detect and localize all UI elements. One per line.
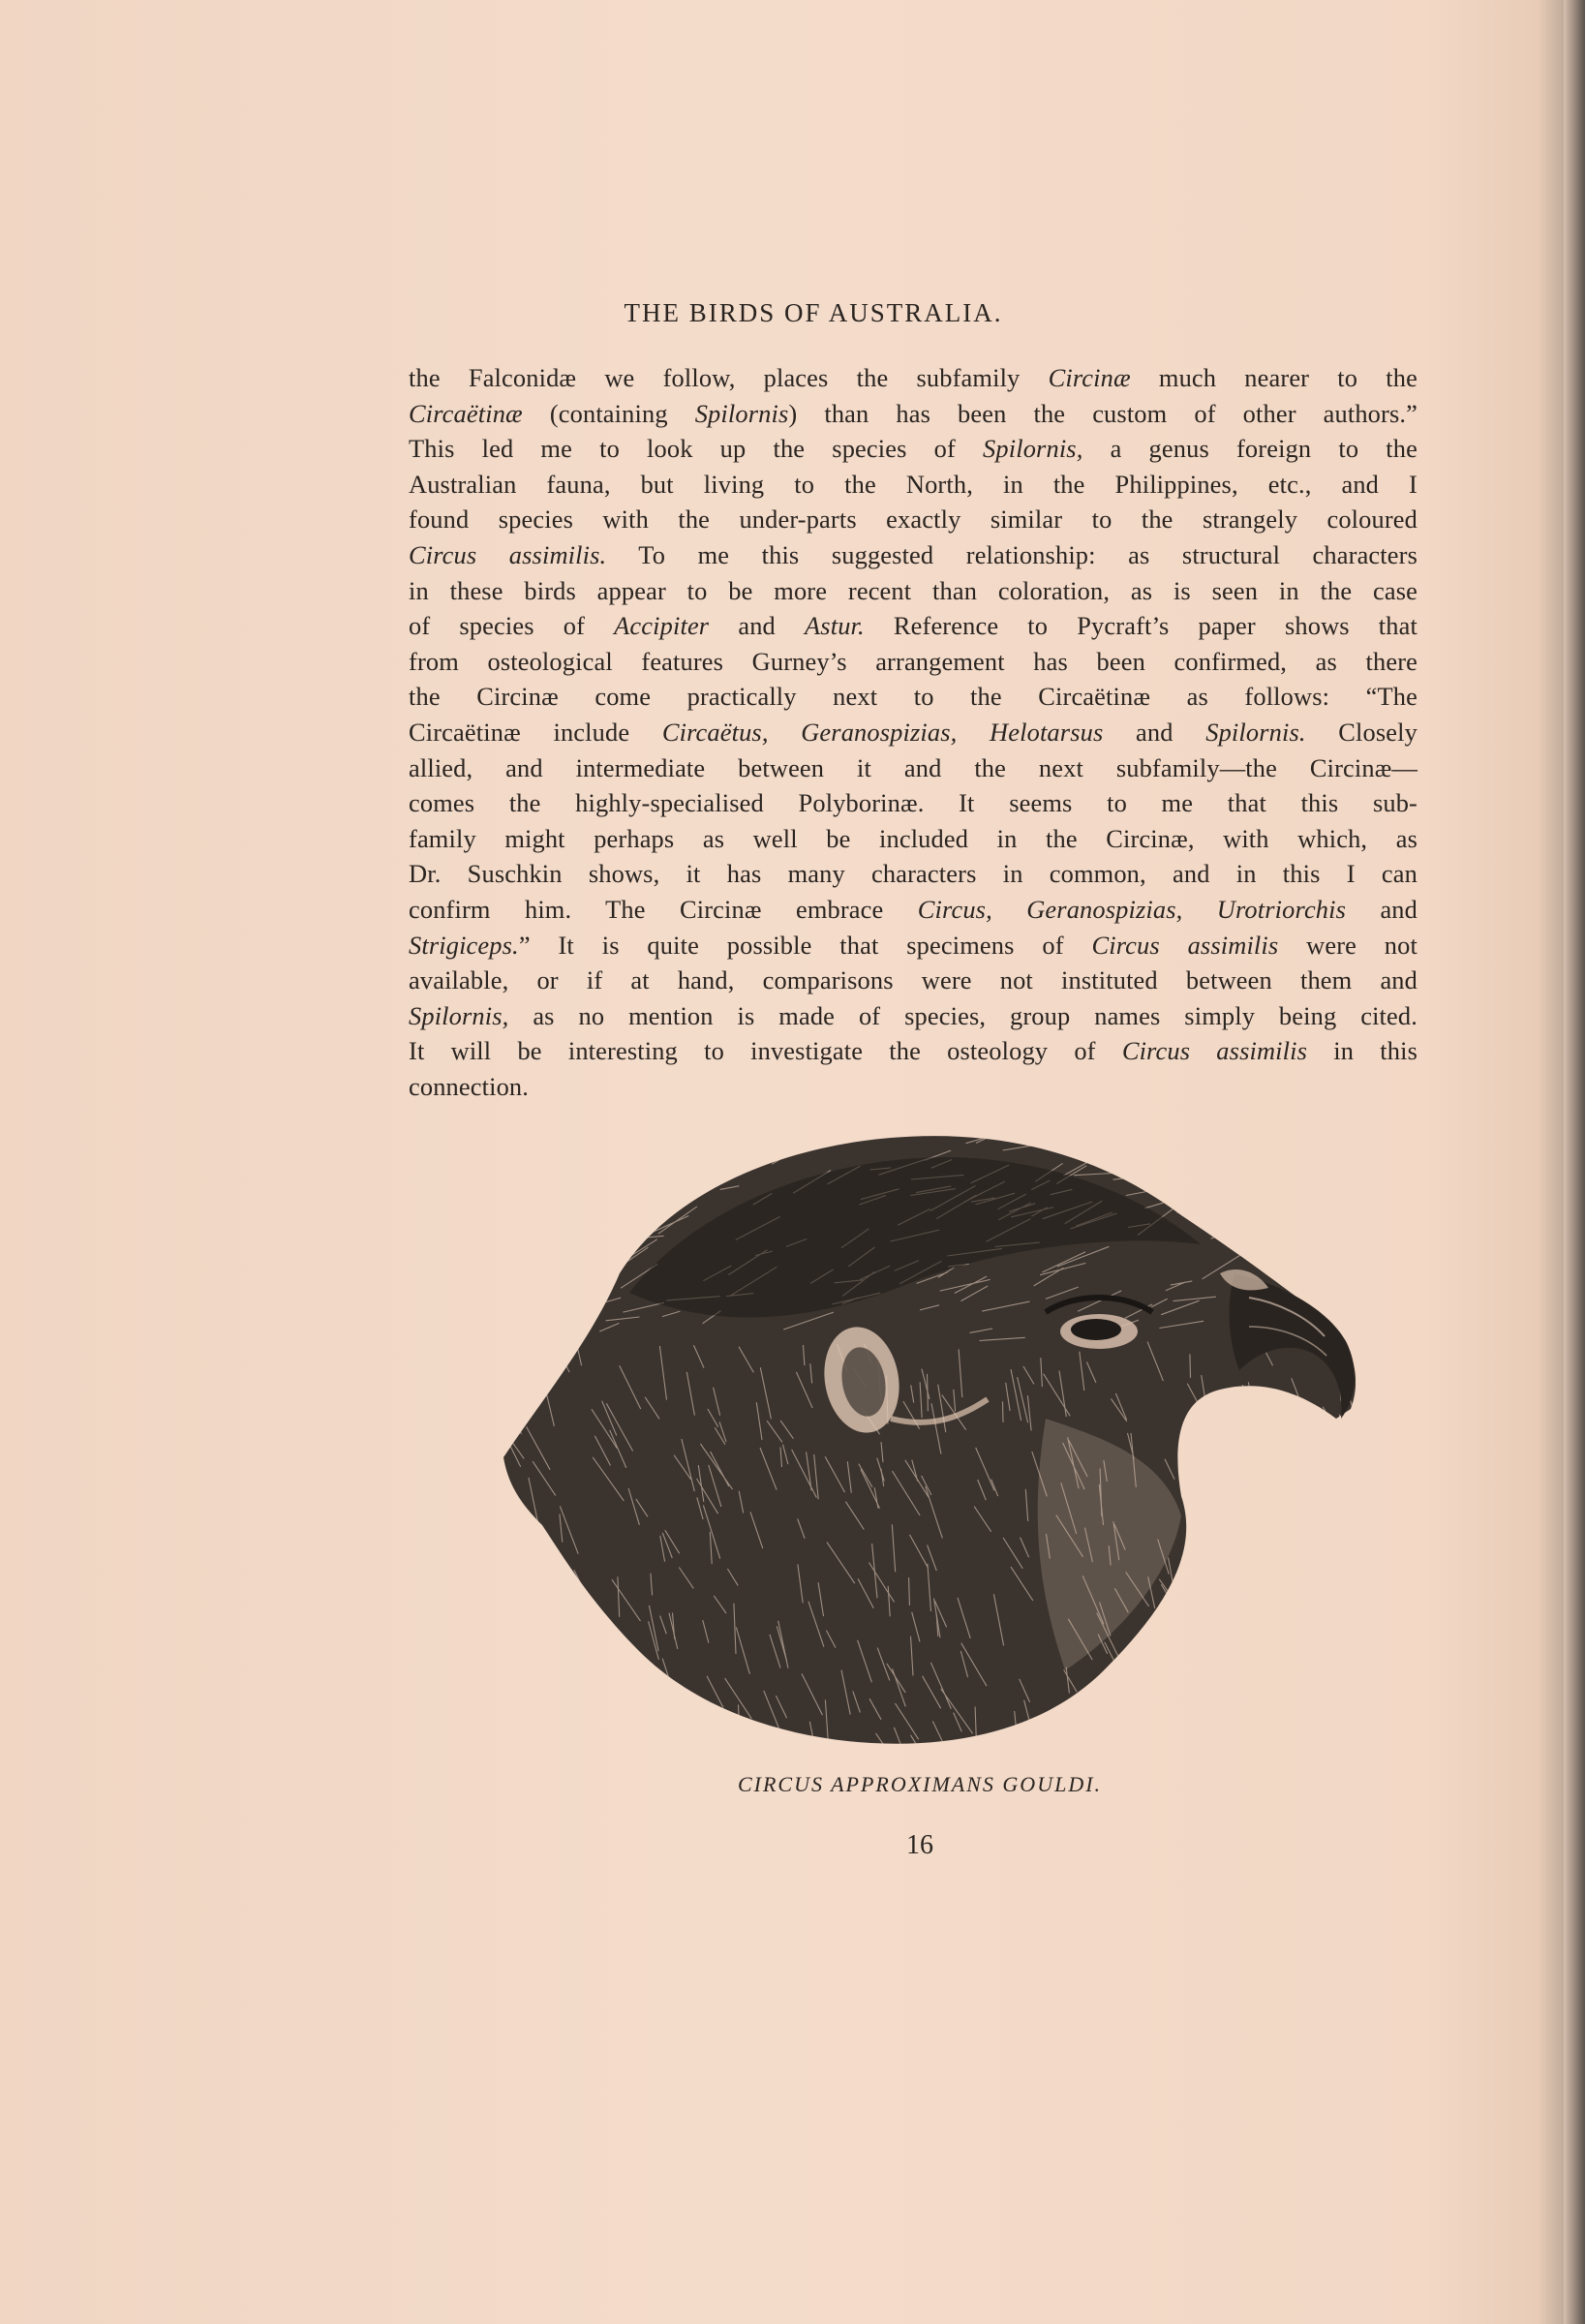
italic-run: Circus assimilis. bbox=[409, 539, 607, 569]
text-line bbox=[409, 573, 1417, 609]
text-line bbox=[409, 821, 1417, 857]
text-run: connection. bbox=[409, 1071, 530, 1101]
text-line bbox=[409, 608, 1417, 644]
text-run: in this bbox=[1307, 1036, 1418, 1066]
italic-run: Circus assimilis bbox=[1091, 930, 1279, 960]
figure-caption: CIRCUS APPROXIMANS GOULDI. bbox=[737, 1772, 1103, 1796]
italic-run: Circinæ bbox=[1048, 363, 1131, 392]
text-line bbox=[409, 502, 1417, 537]
text-run: of species of bbox=[409, 611, 615, 641]
text-line bbox=[409, 360, 1417, 396]
text-run: as no mention is made of species, group names simply being cited. bbox=[508, 1000, 1417, 1030]
text-line bbox=[409, 644, 1417, 680]
text-run: the Circinæ come practically next to the Circaëtinæ as follows: “The bbox=[409, 682, 1417, 712]
text-run: and bbox=[709, 611, 806, 641]
text-run: in these birds appear to be more recent than coloration, as is seen in the case bbox=[409, 575, 1417, 605]
running-head: THE BIRDS OF AUSTRALIA. bbox=[624, 298, 1003, 327]
text-line bbox=[409, 715, 1417, 750]
text-line bbox=[409, 928, 1417, 963]
text-line bbox=[409, 856, 1417, 892]
text-run: Australian fauna, but living to the North, in the Philippines, etc., and I bbox=[409, 469, 1417, 499]
text-line bbox=[409, 785, 1417, 821]
italic-run: Spilornis, bbox=[983, 434, 1083, 464]
text-run: a genus foreign to the bbox=[1082, 434, 1417, 464]
italic-run: Accipiter bbox=[614, 611, 710, 641]
text-run: and bbox=[1346, 894, 1417, 924]
text-line bbox=[409, 1069, 1417, 1105]
text-line bbox=[409, 396, 1417, 432]
italic-run: Spilornis. bbox=[1205, 717, 1306, 747]
text-line bbox=[409, 750, 1417, 786]
text-line bbox=[409, 1033, 1417, 1069]
bird-head-illustration bbox=[503, 1128, 1356, 1748]
text-run: comes the highly-specialised Polyborinæ. It seems to me that this sub- bbox=[409, 788, 1417, 818]
text-line bbox=[409, 431, 1417, 467]
text-run: To me this suggested relationship: as structural characters bbox=[606, 539, 1417, 569]
text-line bbox=[409, 679, 1417, 715]
italic-run: Spilornis, bbox=[409, 1000, 509, 1030]
text-run: (containing bbox=[522, 398, 695, 428]
text-run: This led me to look up the species of bbox=[409, 434, 984, 464]
body-paragraph bbox=[409, 360, 1417, 1104]
page-number: 16 bbox=[906, 1830, 933, 1860]
italic-run: Astur. bbox=[805, 611, 865, 641]
text-run: from osteological features Gurney’s arrangement has been confirmed, as there bbox=[409, 646, 1417, 676]
text-run: family might perhaps as well be included in the Circinæ, with which, as bbox=[409, 823, 1417, 853]
text-run: Reference to Pycraft’s paper shows that bbox=[864, 611, 1417, 641]
text-line bbox=[409, 892, 1417, 928]
italic-run: Strigiceps. bbox=[409, 930, 519, 960]
text-run: available, or if at hand, comparisons were not instituted between them and bbox=[409, 965, 1417, 995]
italic-run: Circaëtus, Geranospizias, Helotarsus bbox=[661, 717, 1104, 747]
text-run: much nearer to the bbox=[1130, 363, 1417, 392]
text-line bbox=[409, 467, 1417, 503]
text-run: Closely bbox=[1305, 717, 1417, 747]
text-run: Dr. Suschkin shows, it has many characters in common, and in this I can bbox=[409, 859, 1417, 889]
book-spine-shadow bbox=[1564, 0, 1585, 2324]
text-run: were not bbox=[1278, 930, 1417, 960]
text-run: ) than has been the custom of other authors.” bbox=[788, 398, 1417, 428]
text-run: Circaëtinæ include bbox=[409, 717, 662, 747]
text-line bbox=[409, 537, 1417, 573]
text-run: and bbox=[1103, 717, 1206, 747]
text-line bbox=[409, 998, 1417, 1034]
italic-run: Circus assimilis bbox=[1121, 1036, 1308, 1066]
text-run: found species with the under-parts exactly similar to the strangely coloured bbox=[409, 505, 1417, 535]
text-run: the Falconidæ we follow, places the subfamily bbox=[409, 363, 1049, 392]
italic-run: Circus, Geranospizias, Urotriorchis bbox=[917, 894, 1347, 924]
italic-run: Circaëtinæ bbox=[409, 398, 523, 428]
italic-run: Spilornis bbox=[694, 398, 789, 428]
text-run: confirm him. The Circinæ embrace bbox=[409, 894, 918, 924]
text-run: allied, and intermediate between it and the next subfamily—the Circinæ— bbox=[409, 752, 1417, 782]
text-line bbox=[409, 963, 1417, 998]
text-run: ” It is quite possible that specimens of bbox=[518, 930, 1092, 960]
text-run: It will be interesting to investigate the osteology of bbox=[409, 1036, 1122, 1066]
